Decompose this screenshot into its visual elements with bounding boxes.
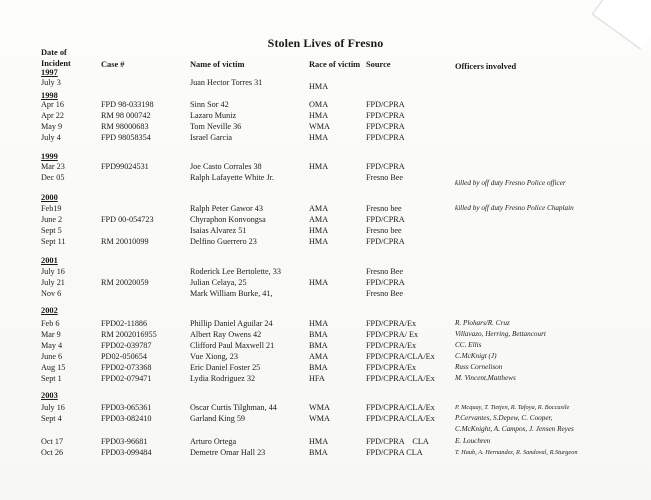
row-officers: killed by off duty Fresno Police Chaplain <box>455 204 574 212</box>
row-name: Oscar Curtis Tilghman, 44 <box>190 403 277 412</box>
row-name: Sinn Sor 42 <box>190 100 229 109</box>
row-case: FPD03-065361 <box>101 403 152 412</box>
row-date: Mar 9 <box>41 330 61 339</box>
row-date: July 4 <box>41 133 61 142</box>
row-case: FPD03-96681 <box>101 437 148 446</box>
table-row <box>0 99 651 110</box>
row-date: July 16 <box>41 403 65 412</box>
row-date: Oct 26 <box>41 448 64 457</box>
header-case: Case # <box>101 60 125 69</box>
row-officers: P. Mcquay, T. Tietjen, R. Tafoya, R. Boccasile <box>455 404 570 411</box>
row-date: Apr 16 <box>41 100 64 109</box>
row-case: FPD 00-054723 <box>101 215 154 224</box>
table-row <box>0 172 651 187</box>
row-race: HMA <box>309 237 329 246</box>
row-source: FPD/CPRA <box>366 237 405 246</box>
table-row <box>0 121 651 132</box>
row-case: FPD03-082410 <box>101 414 152 423</box>
row-race: HMA <box>309 133 329 142</box>
row-name: Clifford Paul Maxwell 21 <box>190 341 275 350</box>
table-row <box>0 447 651 458</box>
row-race: AMA <box>309 215 329 224</box>
row-source: FPD/CPRA <box>366 100 405 109</box>
row-name: Delfino Guerrero 23 <box>190 237 257 246</box>
row-date: July 3 <box>41 78 61 87</box>
year-heading: 2001 <box>41 256 58 265</box>
row-name: Mark William Burke, 41, <box>190 289 273 298</box>
row-case: FPD03-099484 <box>101 448 152 457</box>
table-row <box>0 413 651 424</box>
table-row <box>0 225 651 236</box>
row-case: FPD02-11886 <box>101 319 148 328</box>
row-name: Lazaro Muniz <box>190 111 237 120</box>
row-race: HMA <box>309 111 329 120</box>
row-name: Chyraphon Konvongsa <box>190 215 266 224</box>
row-race: BMA <box>309 330 328 339</box>
row-officers: CC. Ellis <box>455 341 482 349</box>
row-source: FPD/CPRA/CLA/Ex <box>366 414 435 423</box>
row-date: June 2 <box>41 215 63 224</box>
row-source: FPD/CPRA <box>366 215 405 224</box>
row-source: Fresno Bee <box>366 173 404 182</box>
row-case: RM 98 000742 <box>101 111 151 120</box>
row-name: Arturo Ortega <box>190 437 237 446</box>
year-heading: 2002 <box>41 306 58 315</box>
table-row <box>0 436 651 447</box>
row-case: RM 2002016955 <box>101 330 157 339</box>
row-name: Ralph Peter Gawor 43 <box>190 204 263 213</box>
row-name: Eric Daniel Foster 25 <box>190 363 261 372</box>
table-row <box>0 203 651 214</box>
header-date: Date of Incident <box>41 48 71 68</box>
row-name: Demetre Omar Hall 23 <box>190 448 266 457</box>
row-date: May 4 <box>41 341 63 350</box>
table-row <box>0 318 651 329</box>
row-officers: killed by off duty Fresno Police officer <box>455 179 566 187</box>
row-race: HMA <box>309 162 329 171</box>
document-title: Stolen Lives of Fresno <box>267 36 384 50</box>
row-name: Israel Garcia <box>190 133 233 142</box>
row-source: Fresno Bee <box>366 289 404 298</box>
row-name: Juan Hector Torres 31 <box>190 78 263 87</box>
year-heading: 1997 <box>41 68 58 77</box>
row-date: July 21 <box>41 278 65 287</box>
row-source: FPD/CPRA CLA <box>366 448 423 457</box>
row-race: HMA <box>309 278 329 287</box>
row-date: Mar 23 <box>41 162 65 171</box>
table-row <box>0 132 651 143</box>
row-name: Julian Celaya, 25 <box>190 278 247 287</box>
row-officers: Russ Cornelison <box>455 363 503 371</box>
row-date: July 16 <box>41 267 65 276</box>
row-officers: R. Plohars/R. Cruz <box>455 319 510 327</box>
row-race: BMA <box>309 363 328 372</box>
row-source: FPD/CPRA <box>366 278 405 287</box>
row-case: RM 20020059 <box>101 278 149 287</box>
row-case: RM 20010099 <box>101 237 149 246</box>
row-race: WMA <box>309 414 330 423</box>
row-source: FPD/CPRA/Ex <box>366 363 417 372</box>
table-row <box>0 288 651 299</box>
row-race: OMA <box>309 100 329 109</box>
row-race: AMA <box>309 352 329 361</box>
row-source: FPD/CPRA/CLA/Ex <box>366 374 435 383</box>
row-name: Garland King 59 <box>190 414 246 423</box>
row-date: Sept 1 <box>41 374 62 383</box>
row-name: Ralph Lafayette White Jr. <box>190 173 274 182</box>
row-name: Lydia Rodriguez 32 <box>190 374 256 383</box>
row-date: Sept 5 <box>41 226 62 235</box>
row-case: FPD 98-033198 <box>101 100 154 109</box>
row-case: FPD99024531 <box>101 162 149 171</box>
table-row <box>0 402 651 413</box>
year-heading: 1998 <box>41 91 58 100</box>
row-date: Feb19 <box>41 204 62 213</box>
row-date: Sept 11 <box>41 237 66 246</box>
row-date: May 9 <box>41 122 63 131</box>
row-race: BMA <box>309 448 328 457</box>
row-officers: E. Louchren <box>455 437 491 445</box>
header-name: Name of victim <box>190 60 245 69</box>
row-source: Fresno Bee <box>366 267 404 276</box>
row-date: Apr 22 <box>41 111 64 120</box>
row-date: Feb 6 <box>41 319 60 328</box>
row-case: PD02-050654 <box>101 352 147 361</box>
row-source: FPD/CPRA <box>366 122 405 131</box>
row-case: FPD02-073368 <box>101 363 152 372</box>
row-name: Isaias Alvarez 51 <box>190 226 247 235</box>
row-race: AMA <box>309 204 329 213</box>
table-row <box>0 161 651 172</box>
row-race: WMA <box>309 122 330 131</box>
year-heading: 2003 <box>41 391 58 400</box>
year-heading: 1999 <box>41 152 58 161</box>
table-row <box>0 362 651 373</box>
row-source: FPD/CPRA CLA <box>366 437 429 446</box>
year-heading: 2000 <box>41 193 58 202</box>
row-source: FPD/CPRA/CLA/Ex <box>366 403 435 412</box>
table-row <box>0 110 651 121</box>
row-officers: P.Cervantes, S.Depew, C. Cooper, <box>455 414 553 422</box>
row-source: FPD/CPRA <box>366 162 405 171</box>
row-name: Joe Casto Corrales 38 <box>190 162 262 171</box>
row-source: FPD/CPRA/Ex <box>366 341 417 350</box>
row-name: Tom Neville 36 <box>190 122 242 131</box>
table-row <box>0 214 651 225</box>
header-race: Race of victim <box>309 60 361 69</box>
row-source: FPD/CPRA <box>366 133 405 142</box>
row-race: HFA <box>309 374 325 383</box>
table-row <box>0 340 651 351</box>
row-race: HMA <box>309 82 329 91</box>
row-officers: M. Vincent,Matthews <box>455 374 516 382</box>
row-case: FPD 98058354 <box>101 133 151 142</box>
row-date: Dec 05 <box>41 173 65 182</box>
row-name: Roderick Lee Bertolette, 33 <box>190 267 281 276</box>
row-race: BMA <box>309 341 328 350</box>
row-source: FPD/CPRA/CLA/Ex <box>366 352 435 361</box>
row-name: Vue Xiong, 23 <box>190 352 238 361</box>
header-officers: Officers involved <box>455 62 517 71</box>
table-row <box>0 77 651 91</box>
row-date: Aug 15 <box>41 363 66 372</box>
row-source: Fresno bee <box>366 226 402 235</box>
row-date: Oct 17 <box>41 437 64 446</box>
row-date: Nov 6 <box>41 289 62 298</box>
header-source: Source <box>366 60 391 69</box>
row-name: Albert Ray Owens 42 <box>190 330 262 339</box>
table-row <box>0 266 651 277</box>
row-date: June 6 <box>41 352 63 361</box>
table-row <box>0 373 651 384</box>
row-officers: T. Haub, A. Hernandez, R. Sandoval, R.Sturgeon <box>455 449 578 456</box>
row-date: Sept 4 <box>41 414 62 423</box>
row-source: FPD/CPRA <box>366 111 405 120</box>
table-row <box>0 351 651 362</box>
row-race: HMA <box>309 437 329 446</box>
row-source: FPD/CPRA/ Ex <box>366 330 419 339</box>
table-row <box>0 277 651 288</box>
row-case: FPD02-079471 <box>101 374 152 383</box>
row-race: HMA <box>309 319 329 328</box>
row-race: WMA <box>309 403 330 412</box>
officers-continued: C.McKnight, A. Campos, J. Jensen Reyes <box>455 425 574 433</box>
row-name: Phillip Daniel Aguilar 24 <box>190 319 273 328</box>
row-officers: C.McKnigt (J) <box>455 352 497 360</box>
row-case: FPD02-039787 <box>101 341 152 350</box>
table-row <box>0 329 651 340</box>
row-race: HMA <box>309 226 329 235</box>
table-row <box>0 236 651 247</box>
row-source: Fresno bee <box>366 204 402 213</box>
row-officers: Villavazo, Herring, Bettancourt <box>455 330 546 338</box>
row-case: RM 98000683 <box>101 122 149 131</box>
row-source: FPD/CPRA/Ex <box>366 319 417 328</box>
